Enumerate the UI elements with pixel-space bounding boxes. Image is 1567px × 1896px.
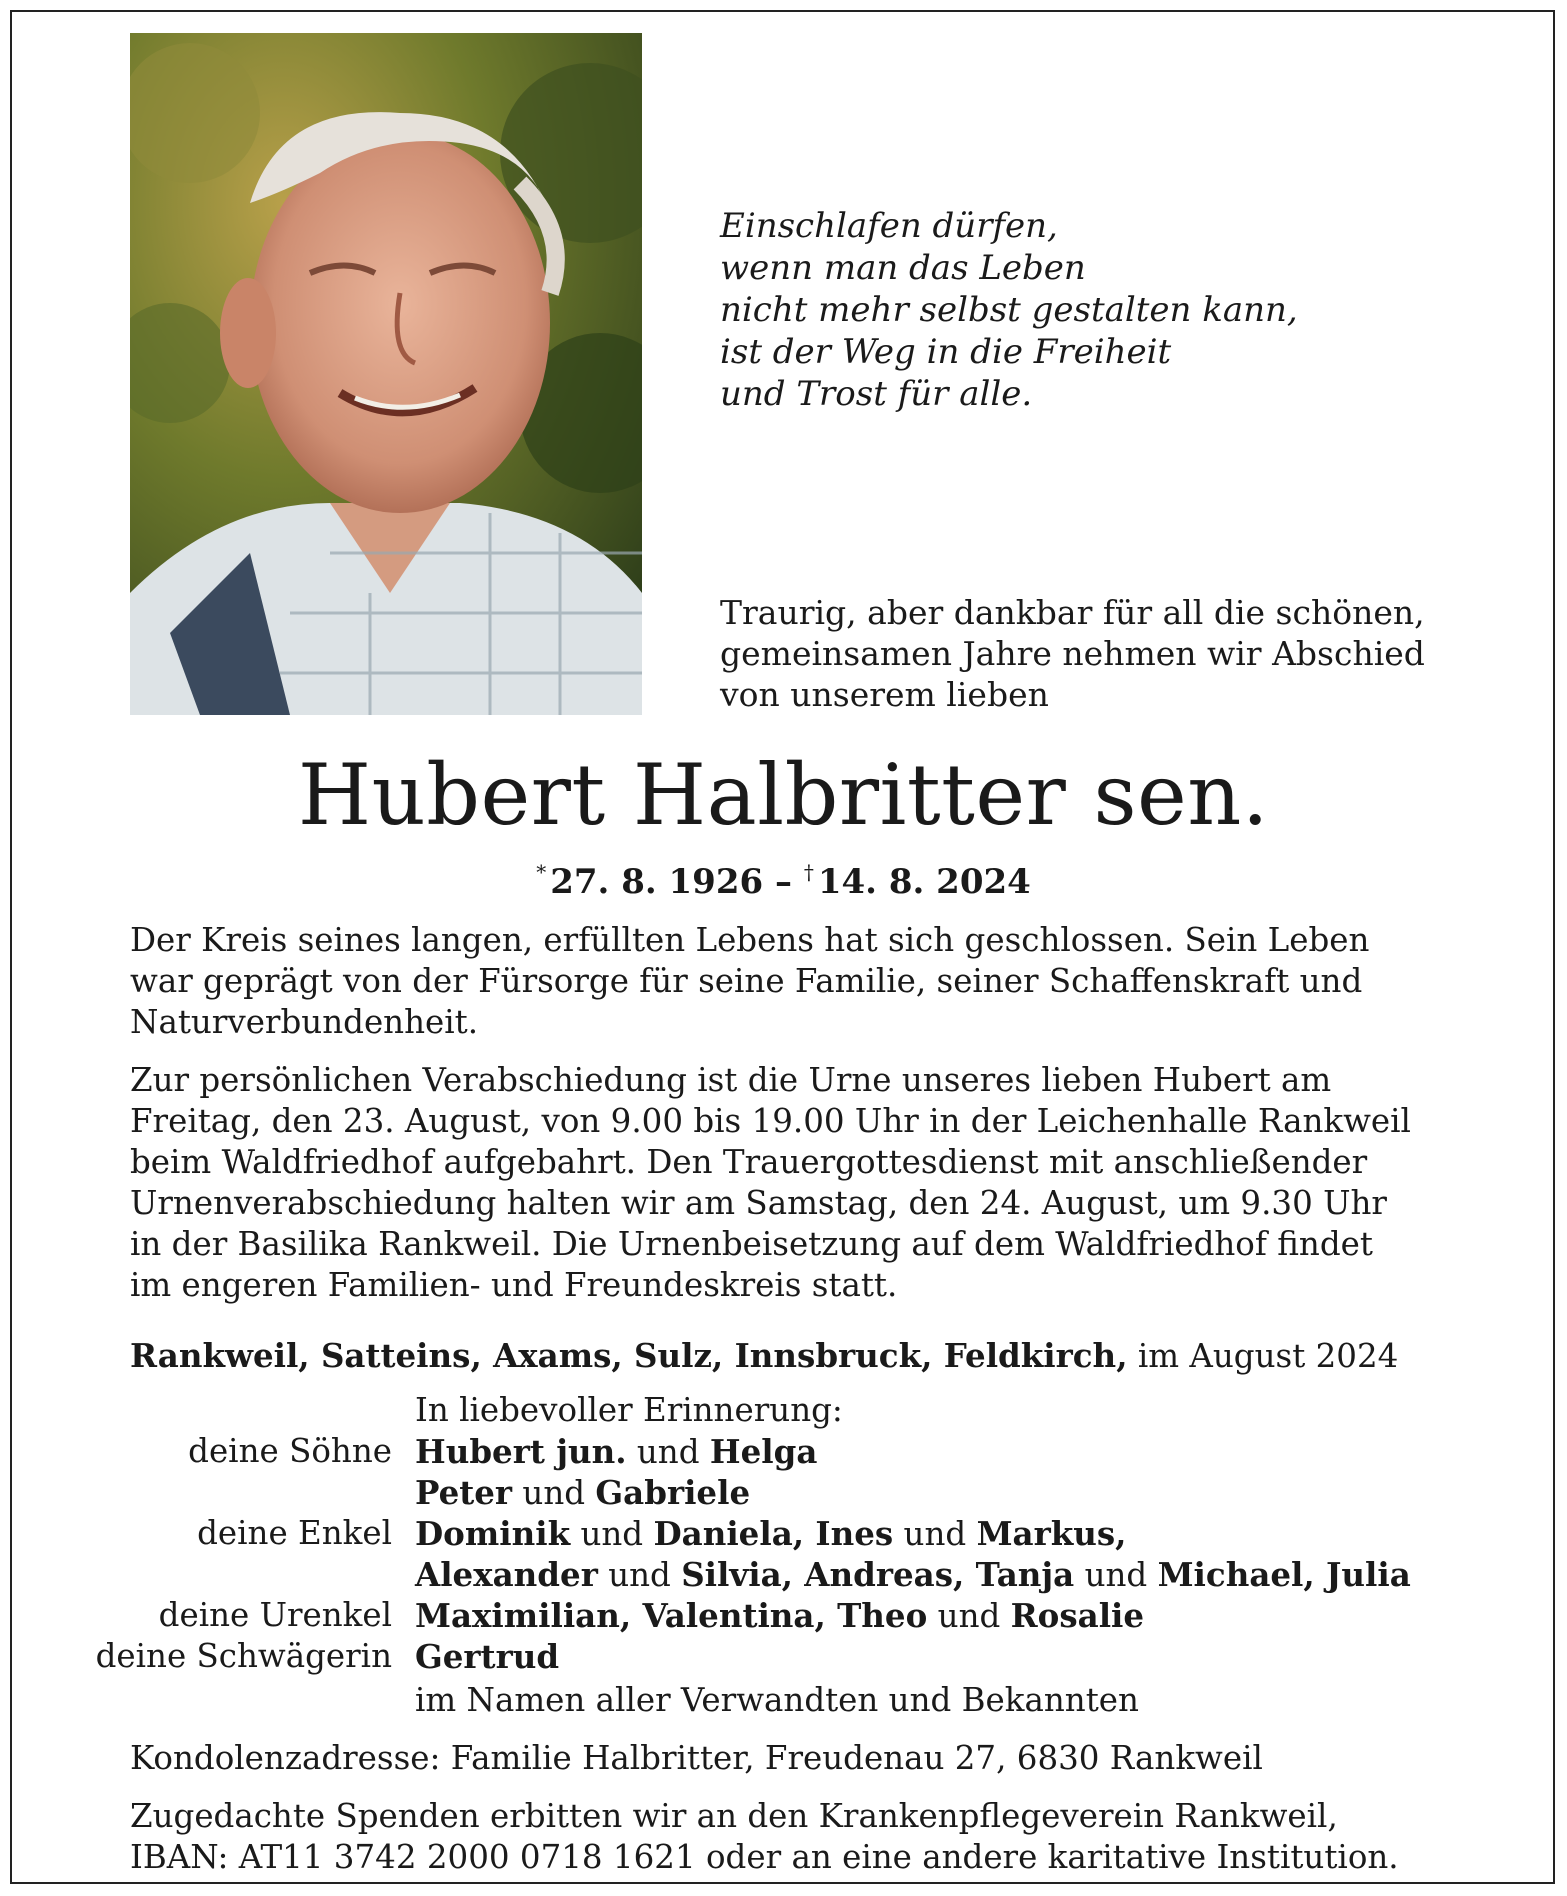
donation-line: IBAN: AT11 3742 2000 0718 1621 oder an eine andere karitative Institution. bbox=[130, 1838, 1399, 1876]
poem-line: Einschlafen dürfen, bbox=[720, 206, 1058, 246]
sister-in-law-line bbox=[415, 1636, 559, 1678]
family-member-name: Maximilian, Valentina, Theo bbox=[415, 1596, 928, 1635]
places-line bbox=[130, 1335, 1440, 1377]
family-member-name: Markus, bbox=[976, 1514, 1127, 1553]
sons-line-2 bbox=[415, 1472, 750, 1514]
paragraph-line: Naturverbundenheit. bbox=[130, 1003, 479, 1041]
conjunction: und bbox=[903, 1515, 967, 1553]
life-paragraph bbox=[130, 920, 1436, 1043]
poem-line: wenn man das Leben bbox=[720, 248, 1086, 288]
sons-label: deine Söhne bbox=[188, 1432, 392, 1470]
sons-line-1 bbox=[415, 1431, 817, 1473]
places-towns: Rankweil, Satteins, Axams, Sulz, Innsbruck, Feldkirch, bbox=[130, 1336, 1128, 1375]
conjunction: und bbox=[580, 1515, 644, 1553]
places-date: im August 2024 bbox=[1137, 1337, 1399, 1375]
donation-info bbox=[130, 1796, 1440, 1878]
paragraph-line: in der Basilika Rankweil. Die Urnenbeisetzung auf dem Waldfriedhof findet bbox=[130, 1225, 1373, 1263]
conjunction: und bbox=[636, 1433, 700, 1471]
death-symbol: † bbox=[803, 860, 814, 884]
condolence-line: Kondolenzadresse: Familie Halbritter, Freudenau 27, 6830 Rankweil bbox=[130, 1739, 1263, 1777]
conjunction: und bbox=[522, 1474, 586, 1512]
family-member-name: Hubert jun. bbox=[415, 1432, 627, 1471]
sister-in-law-label: deine Schwägerin bbox=[95, 1637, 392, 1675]
paragraph-line: Urnenverabschiedung halten wir am Samstag, den 24. August, um 9.30 Uhr bbox=[130, 1184, 1387, 1222]
family-member-name: Michael, Julia bbox=[1157, 1555, 1411, 1594]
date-separator: – bbox=[775, 862, 792, 902]
paragraph-line: beim Waldfriedhof aufgebahrt. Den Trauergottesdienst mit anschließender bbox=[130, 1143, 1368, 1181]
conjunction: und bbox=[1084, 1556, 1148, 1594]
deceased-name: Hubert Halbritter sen. bbox=[297, 746, 1270, 844]
intro-text bbox=[720, 592, 1510, 715]
family-member-name: Peter bbox=[415, 1473, 513, 1512]
relatives-line: im Namen aller Verwandten und Bekannten bbox=[415, 1681, 1139, 1719]
grandchildren-line-2 bbox=[415, 1554, 1411, 1596]
conjunction: und bbox=[937, 1597, 1001, 1635]
family-member-name: Daniela, Ines bbox=[653, 1514, 894, 1553]
paragraph-line: war geprägt von der Fürsorge für seine Familie, seiner Schaffenskraft und bbox=[130, 962, 1363, 1000]
paragraph-line: im engeren Familien- und Freundeskreis statt. bbox=[130, 1266, 898, 1304]
paragraph-line: Der Kreis seines langen, erfüllten Lebens hat sich geschlossen. Sein Leben bbox=[130, 921, 1370, 959]
family-row bbox=[0, 1472, 1567, 1513]
donation-line: Zugedachte Spenden erbitten wir an den Krankenpflegeverein Rankweil, bbox=[130, 1797, 1338, 1835]
intro-line: gemeinsamen Jahre nehmen wir Abschied bbox=[720, 634, 1425, 673]
family-row bbox=[0, 1431, 1567, 1472]
intro-line: von unserem lieben bbox=[720, 675, 1049, 714]
intro-line: Traurig, aber dankbar für all die schönen, bbox=[720, 593, 1425, 632]
family-row bbox=[0, 1595, 1567, 1636]
great-grandchildren-line bbox=[415, 1595, 1144, 1637]
funeral-paragraph bbox=[130, 1060, 1436, 1306]
family-row bbox=[0, 1390, 1567, 1431]
conjunction: und bbox=[608, 1556, 671, 1594]
condolence-address bbox=[130, 1738, 1440, 1779]
grandchildren-line-1 bbox=[415, 1513, 1126, 1555]
family-member-name: Gertrud bbox=[415, 1637, 560, 1676]
poem-line: und Trost für alle. bbox=[720, 374, 1033, 414]
portrait-photo bbox=[130, 33, 642, 715]
life-dates bbox=[0, 860, 1567, 902]
poem-line: ist der Weg in die Freiheit bbox=[720, 332, 1172, 372]
poem-line: nicht mehr selbst gestalten kann, bbox=[720, 290, 1298, 330]
paragraph-line: Zur persönlichen Verabschiedung ist die Urne unseres lieben Hubert am bbox=[130, 1061, 1332, 1099]
portrait-image bbox=[130, 33, 642, 715]
family-row bbox=[0, 1680, 1567, 1721]
family-member-name: Helga bbox=[709, 1432, 818, 1471]
family-member-name: Silvia, Andreas, Tanja bbox=[681, 1555, 1075, 1594]
family-member-name: Gabriele bbox=[595, 1473, 751, 1512]
family-row bbox=[0, 1554, 1567, 1595]
family-member-name: Dominik bbox=[415, 1514, 571, 1553]
family-row bbox=[0, 1636, 1567, 1677]
poem bbox=[720, 205, 1480, 415]
great-grandchildren-label: deine Urenkel bbox=[158, 1596, 392, 1634]
family-member-name: Alexander bbox=[415, 1555, 598, 1594]
memory-line: In liebevoller Erinnerung: bbox=[415, 1391, 843, 1429]
birth-symbol: * bbox=[536, 860, 547, 884]
paragraph-line: Freitag, den 23. August, von 9.00 bis 19.00 Uhr in der Leichenhalle Rankweil bbox=[130, 1102, 1411, 1140]
family-member-name: Rosalie bbox=[1010, 1596, 1145, 1635]
birth-date: 27. 8. 1926 bbox=[550, 862, 764, 902]
death-date: 14. 8. 2024 bbox=[817, 862, 1031, 902]
grandchildren-label: deine Enkel bbox=[197, 1514, 392, 1552]
family-row bbox=[0, 1513, 1567, 1554]
